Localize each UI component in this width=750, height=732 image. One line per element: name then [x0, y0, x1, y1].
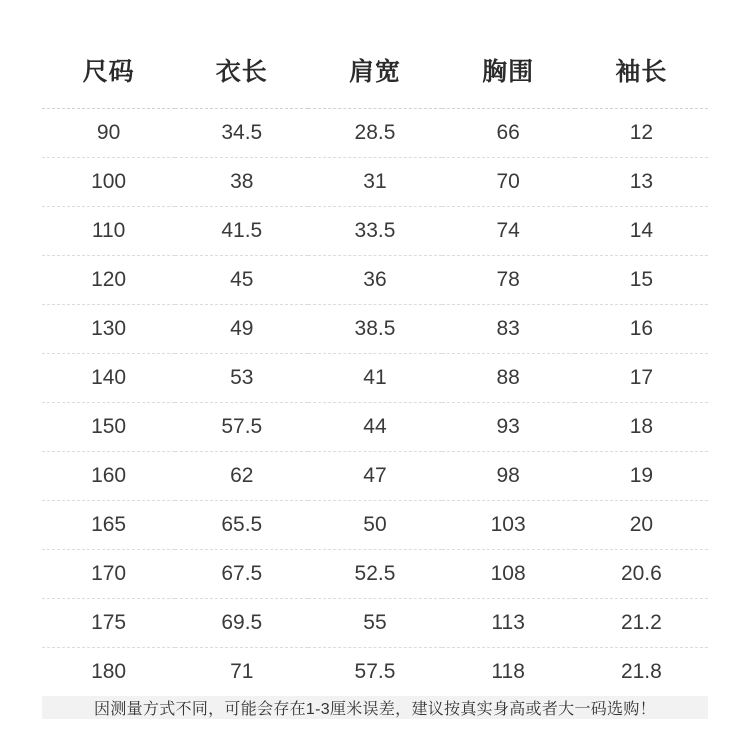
cell-length: 45	[230, 268, 254, 291]
cell-length: 38	[230, 170, 254, 193]
cell-shoulder: 57.5	[354, 660, 396, 683]
table-row	[42, 256, 708, 305]
column-header-size: 尺码	[82, 58, 135, 86]
cell-sleeve: 21.8	[620, 660, 662, 683]
cell-shoulder: 44	[363, 415, 387, 438]
cell-sleeve: 15	[629, 268, 654, 291]
cell-shoulder: 50	[363, 513, 387, 536]
table-header	[42, 40, 708, 109]
cell-sleeve: 18	[629, 415, 654, 438]
table-row	[42, 550, 708, 599]
cell-shoulder: 41	[363, 366, 387, 389]
cell-length: 34.5	[221, 121, 263, 144]
table-row	[42, 158, 708, 207]
cell-length: 67.5	[221, 562, 263, 585]
column-header-shoulder: 肩宽	[348, 58, 401, 86]
table-row	[42, 599, 708, 648]
cell-length: 69.5	[221, 611, 263, 634]
cell-sleeve: 13	[629, 170, 654, 193]
cell-size: 110	[91, 219, 126, 242]
cell-size: 165	[91, 513, 127, 536]
cell-size: 100	[91, 170, 127, 193]
cell-bust: 103	[490, 513, 526, 536]
cell-bust: 70	[496, 170, 520, 193]
column-header-length: 衣长	[215, 58, 268, 86]
table-row	[42, 403, 708, 452]
cell-bust: 74	[496, 219, 520, 242]
table-row	[42, 501, 708, 550]
table-row	[42, 109, 708, 158]
cell-sleeve: 20	[629, 513, 654, 536]
cell-size: 130	[91, 317, 127, 340]
cell-bust: 113	[491, 611, 525, 634]
table-body	[42, 109, 708, 697]
table-row	[42, 354, 708, 403]
cell-size: 175	[91, 611, 127, 634]
cell-length: 71	[230, 660, 254, 683]
column-header-sleeve: 袖长	[615, 58, 668, 86]
cell-bust: 66	[496, 121, 520, 144]
cell-shoulder: 31	[363, 170, 387, 193]
cell-size: 140	[91, 366, 127, 389]
cell-sleeve: 21.2	[620, 611, 662, 634]
cell-length: 57.5	[221, 415, 263, 438]
size-table	[42, 40, 708, 696]
cell-sleeve: 20.6	[620, 562, 662, 585]
cell-shoulder: 36	[363, 268, 387, 291]
cell-shoulder: 52.5	[354, 562, 396, 585]
cell-length: 62	[230, 464, 254, 487]
cell-bust: 98	[496, 464, 520, 487]
measurement-note: 因测量方式不同，可能会存在1-3厘米误差，建议按真实身高或者大一码选购！	[42, 696, 708, 719]
table-row	[42, 207, 708, 256]
cell-shoulder: 47	[363, 464, 387, 487]
cell-length: 65.5	[221, 513, 263, 536]
cell-size: 160	[91, 464, 127, 487]
cell-length: 53	[230, 366, 254, 389]
cell-sleeve: 19	[629, 464, 654, 487]
cell-length: 41.5	[221, 219, 263, 242]
cell-sleeve: 14	[629, 219, 654, 242]
cell-shoulder: 55	[363, 611, 387, 634]
cell-shoulder: 38.5	[354, 317, 396, 340]
cell-shoulder: 33.5	[354, 219, 396, 242]
cell-sleeve: 12	[629, 121, 654, 144]
table-header-row	[42, 40, 708, 109]
cell-bust: 78	[496, 268, 520, 291]
cell-size: 90	[96, 121, 121, 144]
table-row	[42, 648, 708, 697]
cell-size: 150	[91, 415, 127, 438]
table-row	[42, 452, 708, 501]
cell-bust: 88	[496, 366, 520, 389]
cell-bust: 108	[490, 562, 526, 585]
cell-shoulder: 28.5	[354, 121, 396, 144]
cell-bust: 93	[496, 415, 520, 438]
column-header-bust: 胸围	[482, 58, 535, 86]
cell-size: 170	[91, 562, 127, 585]
cell-sleeve: 16	[629, 317, 654, 340]
cell-sleeve: 17	[629, 366, 654, 389]
cell-length: 49	[230, 317, 254, 340]
cell-bust: 83	[496, 317, 520, 340]
cell-size: 180	[91, 660, 127, 683]
cell-bust: 118	[491, 660, 525, 683]
cell-size: 120	[91, 268, 127, 291]
table-row	[42, 305, 708, 354]
